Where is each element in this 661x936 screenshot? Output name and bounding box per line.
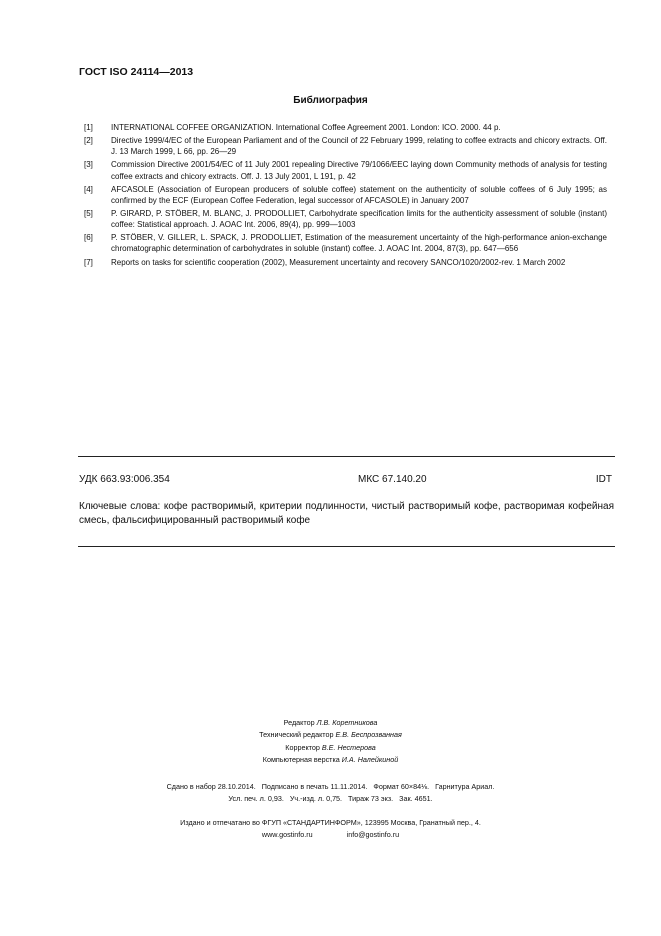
publisher-contacts [0, 829, 661, 841]
bibliography-list [84, 122, 607, 270]
imprint-block [0, 781, 661, 805]
tech-editor-name: Е.В. Беспрозванная [335, 730, 402, 740]
reference-text: AFCASOLE (Association of European producers of soluble coffee) statement on the authenticity of soluble coffees of 6 July 1995; as confirmed by the ECF (European Coffee Federation, legal successor of AFCASOLE) in January 2007 [111, 184, 607, 205]
editor-line: Редактор Л.В. Коретникова [283, 718, 378, 727]
layout-line: Компьютерная верстка И.А. Налейкиной [262, 755, 399, 765]
reference-item [84, 135, 607, 157]
reference-item [84, 122, 607, 133]
tech-editor-line: Технический редактор Е.В. Беспрозванная [259, 730, 402, 740]
reference-number: [1] [84, 123, 93, 132]
keywords: Ключевые слова: кофе растворимый, критерии подлинности, чистый растворимый кофе, растворимая кофейная смесь, фальсифицированный растворимый кофе [79, 501, 614, 526]
reference-text: P. GIRARD, P. STÖBER, M. BLANC, J. PRODOLLIET, Carbohydrate specification limits for the authenticity assessment of soluble (instant) coffee: Statistical approach. J. AOAC Int. 2006, 89(4), pp. 999—1003 [111, 208, 607, 230]
idt-label: IDT [595, 474, 612, 485]
layout-name: И.А. Налейкиной [341, 755, 399, 765]
publisher-block [0, 817, 661, 841]
editor-name: Л.В. Коретникова [316, 718, 378, 727]
reference-number: [5] [84, 208, 93, 218]
reference-text: INTERNATIONAL COFFEE ORGANIZATION. International Coffee Agreement 2001. London: ICO. 2000. 44 p. [111, 123, 501, 132]
bottom-divider [78, 546, 615, 547]
publisher-line: Издано и отпечатано во ФГУП «СТАНДАРТИНФОРМ», 123995 Москва, Гранатный пер., 4. [180, 818, 481, 827]
imprint-line-1: Сдано в набор 28.10.2014. Подписано в печать 11.11.2014. Формат 60×84⅛. Гарнитура Ариал. [166, 782, 495, 791]
reference-number: [3] [84, 160, 93, 170]
reference-item [84, 232, 607, 254]
reference-number: [2] [84, 136, 93, 146]
bibliography-title: Библиография [293, 95, 368, 106]
imprint-line-2: Усл. печ. л. 0,93. Уч.-изд. л. 0,75. Тираж 73 экз. Зак. 4651. [228, 793, 433, 803]
reference-number: [4] [84, 184, 93, 194]
credits-block [0, 717, 661, 767]
top-divider [78, 456, 615, 457]
reference-item [84, 159, 607, 181]
reference-text: Reports on tasks for scientific cooperation (2002), Measurement uncertainty and recovery SANCO/1020/2002-rev. 1 March 2002 [111, 257, 566, 267]
email-link[interactable]: info@gostinfo.ru [346, 830, 400, 840]
website-link[interactable]: www.gostinfo.ru [261, 830, 313, 840]
reference-number: [7] [84, 257, 93, 267]
corrector-name: В.Е. Нестерова [321, 742, 376, 752]
document-header: ГОСТ ISO 24114—2013 [79, 66, 194, 78]
reference-number: [6] [84, 233, 93, 243]
udk-code: УДК 663.93:006.354 [79, 474, 170, 485]
reference-item [84, 208, 607, 230]
reference-text: P. STÖBER, V. GILLER, L. SPACK, J. PRODOLLIET, Estimation of the measurement uncertainty of the high-performance anion-exchange chromatographic determination of carbohydrates in soluble (instant) coffee. J. AOAC Int. 2004, 87(3), pp. 647—656 [111, 233, 607, 254]
corrector-line: Корректор В.Е. Нестерова [285, 742, 376, 752]
reference-text: Directive 1999/4/EC of the European Parliament and of the Council of 22 February 1999, relating to coffee extracts and chicory extracts. Off. J. 13 March 1999, L 66, pp. 26—29 [111, 136, 607, 157]
reference-text: Commission Directive 2001/54/EC of 11 July 2001 repealing Directive 79/1066/EEC laying down Community methods of analysis for testing coffee extracts and chicory extracts. Off. J. 13 July 2001, L 191, p. 42 [111, 160, 607, 181]
classification-row [79, 474, 612, 488]
reference-item [84, 184, 607, 206]
reference-item [84, 257, 607, 268]
mks-code: МКС 67.140.20 [358, 474, 427, 485]
